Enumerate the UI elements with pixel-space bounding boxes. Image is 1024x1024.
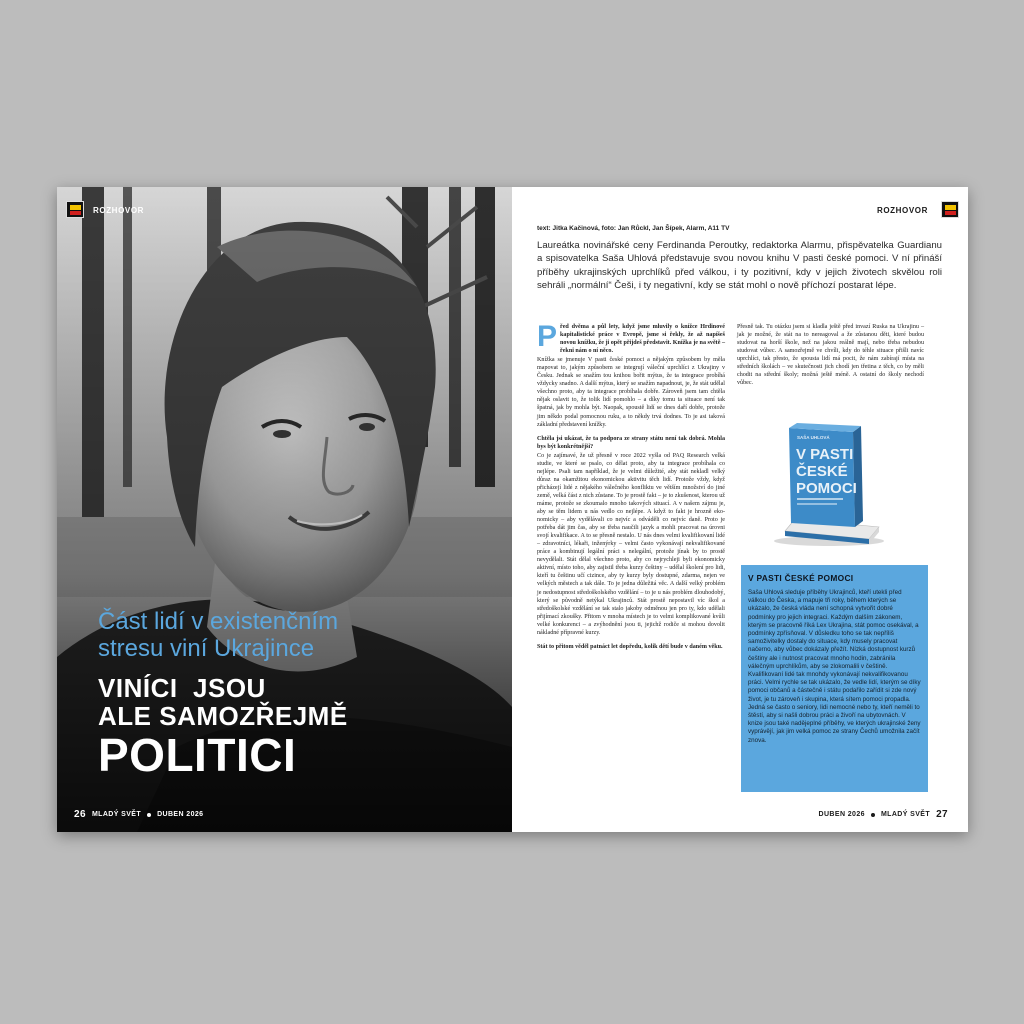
magazine-name: MLADÝ SVĚT xyxy=(91,811,142,818)
book-cover-image xyxy=(767,423,887,548)
headline-main xyxy=(98,674,348,730)
right-folio xyxy=(819,809,948,820)
page-number: 27 xyxy=(936,809,948,820)
book-title-line-3: POMOCI xyxy=(796,480,857,497)
question-2: Chtěla jsi ukázat, že ta podpora ze strany státu není tak dobrá. Mohla bys být konkrétnější? xyxy=(537,435,725,450)
bullet-icon xyxy=(147,813,151,817)
left-page xyxy=(57,187,512,832)
book-info-text: Saša Uhlová sleduje příběhy Ukrajinců, kteří utekli před válkou do Česka, a mapuje tři roky, během kterých se ukázalo, že česká vláda není schopná vytvořit dobré podmínky pro jejich integraci. Každým dalším zákonem, kterým se pracovně říká Lex Ukrajina, stát pomoc osekával, a podmínky zpřísňoval. V důsledku toho se tak nepříliš samoživitelky dostaly do situace, kdy musely pracovat načerno, aby vůbec dokázaly přežít. Nízká dostupnost kurzů češtiny ale i nutnost pracovat mnoho hodin, zabránila válečným uprchlíkům, aby se zlokomalili v češtině. Kvalifikovaní lidé tak mnohdy vykonávají nekvalifikovanou práci. Velmi rychle se tak ukázalo, že vedle lidí, kterým se díky pomoci občanů a částečně i státu podařilo zařídit si zde nový život, je tu zároveň i skupina, která sítem pomoci propadla. Jedná se často o seniory, lidi nemocné nebo ty, kteří neměli to štěstí, aby si našli dobrou práci a živoří na ubytovnách. V knize jsou také nadějeplné příběhy, ve kterých ukrajinské ženy vyprávějí, jak jim velká pomoc ze strany Čechů umožnila začít znova. xyxy=(748,589,921,744)
answer-3: Přesně tak. Tu otázku jsem si kladla ještě před invazí Ruska na Ukrajinu – jak je možné, že stát na to nereagoval a že zůstanou děti, které budou studovat na horší škole, než na jakou reálně mají, nebo třeba nebudou studovat vůbec. A samozřejmě ve chvíli, kdy do téhle situace přišli navíc uprchlíci, tak přesto, že spousta lidí má pocit, že nám zabírají místa na středních školách – ve skutečnosti jich chodí jen třetina z těch, co by měli chodit na střední školy; možná ještě méně. A ostatní do školy nechodí vůbec. xyxy=(737,324,924,387)
headline-main-line-2: ALE SAMOZŘEJMĚ xyxy=(98,701,348,731)
magazine-logo xyxy=(941,201,959,218)
article-column-1 xyxy=(537,320,725,651)
drop-cap: P xyxy=(537,320,558,353)
headline-emphasis: POLITICI xyxy=(98,729,297,781)
question-1: řed dvěma a půl lety, když jsme mluvily o knížce Hrdinové kapitalistické práce v Evropě, jsme si řekly, že až napíšeš novou knížku, že ji opět přijdeš představit. Knížka je na světě – řekni nám o ní něco. xyxy=(560,324,725,355)
book-title-line-1: V PASTI xyxy=(796,446,854,463)
article-column-2 xyxy=(737,323,924,387)
book-title-line-2: ČESKÉ xyxy=(796,463,848,480)
issue-date: DUBEN 2026 xyxy=(157,811,204,818)
headline-subtitle-line-2: stresu viní Ukrajince xyxy=(98,635,315,662)
magazine-spread xyxy=(57,187,968,832)
bullet-icon xyxy=(871,813,875,817)
book-info-title: V PASTI ČESKÉ POMOCI xyxy=(748,573,854,583)
lead-paragraph: Laureátka novinářské ceny Ferdinanda Peroutky, redaktorka Alarmu, přispěvatelka Guardianu a spisovatelka Saša Uhlová představuje svou novou knihu V pasti české pomoci. V ní přináší příběhy ukrajinských uprchlíků před válkou, i ty pozitivní, kdy v jejich životech skvělou roli sehráli „normální“ Češi, i ty negativní, kdy se stát mohl o nově příchozí postarat lépe. xyxy=(537,240,942,292)
headline-subtitle-line-1: Část lidí v existenčním xyxy=(98,608,339,635)
headline-main-line-1: VINÍCI JSOU xyxy=(98,673,266,703)
answer-1: Knížka se jmenuje V pasti české pomoci a nějakým způsobem by měla mapovat to, jakým způsobem se integrují váleční uprchlíci z Ukrajiny v Česku. Jednak se snažím tou knihou bořit mýtus, že ta integrace probíhá vždycky snadno. A další mýtus, který se snažím napadnout, je, že stát udělal všechno proto, aby ta integrace probíhala dobře. Zároveň jsem tam chtěla nějak oslavit to, že tolik lidí pomohlo – a díky tomu ta situace není tak špatná, jak by mohla být. Naopak, spoustě lidí se dnes daří dobře, protože jim někdo podal pomocnou ruku, a to někdy trvá dodnes. To je asi taková základní představení knížky. xyxy=(537,357,725,428)
section-label: ROZHOVOR xyxy=(93,206,145,215)
answer-2: Co je zajímavé, že už přesně v roce 2022 vyšla od PAQ Research velká studie, ve které se psalo, co dělat proto, aby ta integrace probíhala co nejlépe. Psali tam například, že je velmi důležité, aby stát nekladl velký důraz na okamžitou ekonomickou aktivitu těch lidí. Protože vždy, když přicházejí lidé z nějakého válečného konfliktu ve větším množství do jiné země, velká část z nich zůstane. To je prostě fakt – je to zkušenost, kterou už máme, protože se zkoumalo mnoho takových situací. A v našem zájmu je, aby se těm lidem u nás vedlo co nejlépe. A když to fakt je hrozně ekonomicky – aby vydělávali co nejvíc a odváděli co nejvíc daně. Proto je potřeba dát jim čas, aby se třeba naučili jazyk a mohli pracovat na úrovni svojí kvalifikace. A to se přesně nestalo. U nás dnes velmi kvalifikovaní lidé – zdravotníci, lékaři, inženýrky – velmi často vykonávají nekvalifikované práce a kombinují legální práci s nelegální, protože jínak by to prostě nevydělali. Stát dělal všechno proto, aby co nejrychleji byli ekonomicky aktivní, místo toho, aby zajistil třeba kurzy češtiny – udělal školení pro lidi, kteří tu češtinu učí cizince, aby ty kurzy byly dostupné, zdarma, nejen ve velkých městech a tak dále. To je jedna důležitá věc. A další velký problém je nedostupnost středoškolského vzdělání – to je u nás problém dlouhodobý, který se původně netýkal Ukrajinců. Stát prostě nepostavil víc škol a středoškolské vzdělání se tak stalo jakoby odměnou jen pro ty, kdo udělali přijímací zkoušky. Přitom v mnoha místech je to velmi komplikované kvůli velké konkurenci – a zvýhodnění jsou ti, jejichž rodiče si mohou dovolit nákladné přípravné kurzy. xyxy=(537,452,725,636)
left-folio xyxy=(74,809,203,820)
book-author: SAŠA UHLOVÁ xyxy=(797,435,830,440)
question-3: Stát to přitom věděl patnáct let dopředu, kolik dětí bude v daném věku. xyxy=(537,643,723,650)
page-number: 26 xyxy=(74,809,86,820)
headline-subtitle xyxy=(98,608,478,662)
issue-date: DUBEN 2026 xyxy=(818,811,865,818)
section-label: ROZHOVOR xyxy=(876,206,928,215)
magazine-logo xyxy=(66,201,84,218)
credits-line: text: Jitka Kačinová, foto: Jan Růckl, Jan Šípek, Alarm, A11 TV xyxy=(537,225,730,232)
magazine-name: MLADÝ SVĚT xyxy=(880,811,931,818)
book-info-box xyxy=(741,565,928,792)
right-page xyxy=(512,187,968,832)
